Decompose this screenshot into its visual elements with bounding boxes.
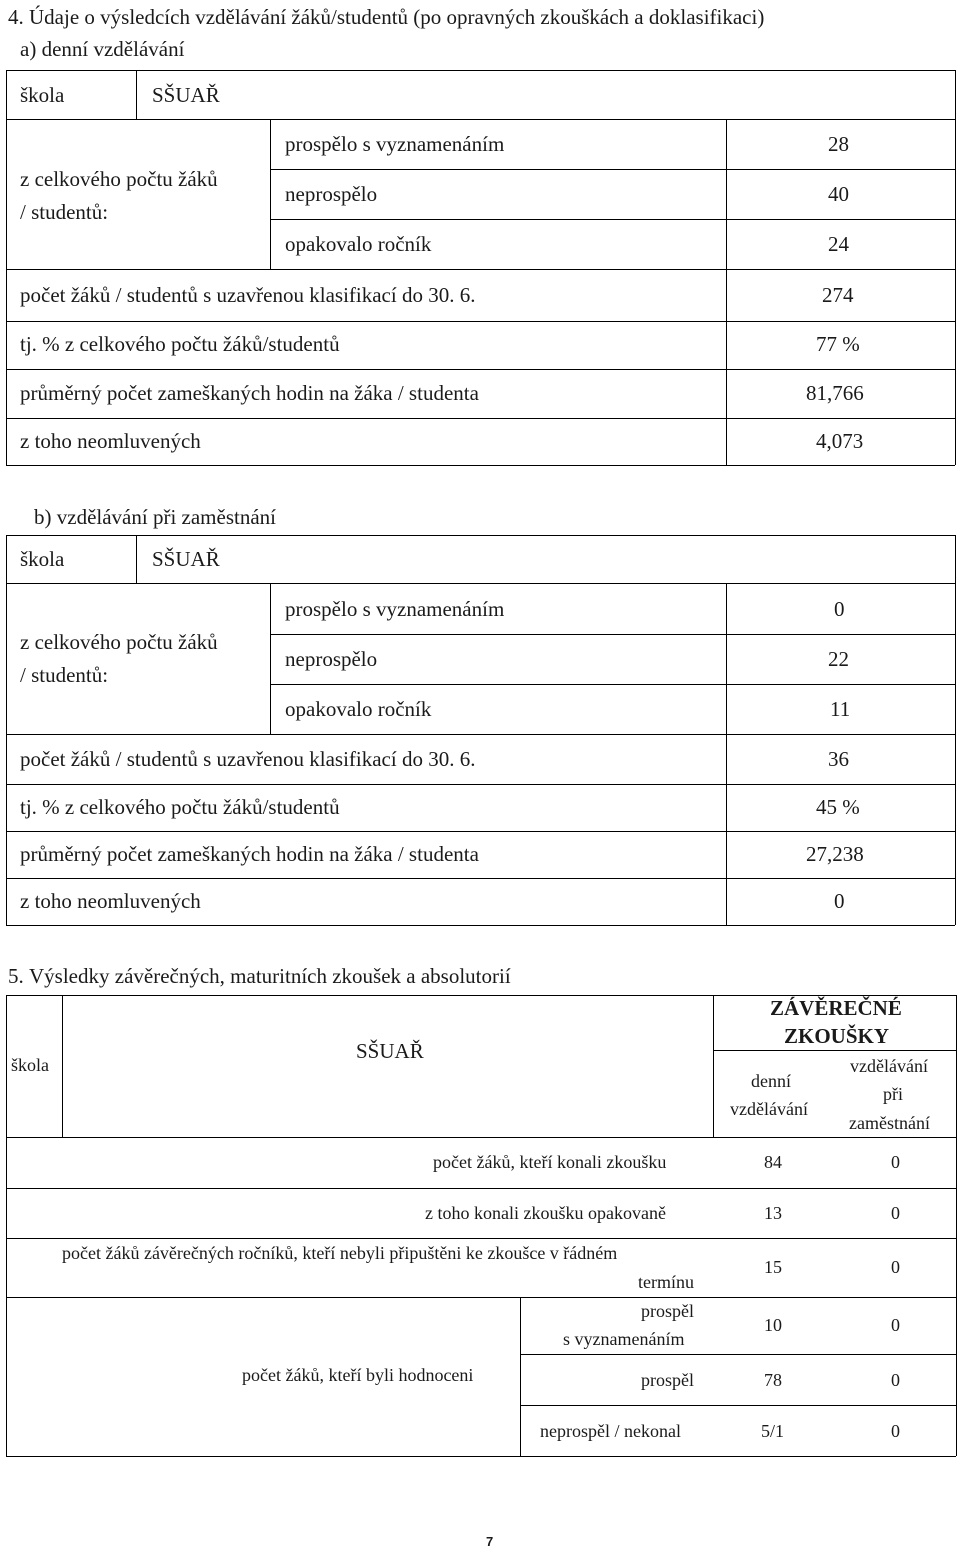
honors-label: prospěl	[641, 1301, 694, 1321]
repeated-exam-work: 0	[891, 1203, 900, 1223]
unexcused-value: 0	[834, 889, 845, 913]
unexcused-value: 4,073	[816, 429, 864, 453]
percent-label: tj. % z celkového počtu žáků/studentů	[20, 332, 340, 356]
total-label: / studentů:	[20, 200, 109, 224]
page-number: 7	[486, 1534, 494, 1549]
honors-work: 0	[891, 1315, 900, 1335]
col-work-header: vzdělávání	[850, 1056, 928, 1076]
school-value: SŠUAŘ	[152, 547, 220, 571]
school-label: škola	[11, 1055, 49, 1075]
not-admitted-day: 15	[764, 1257, 782, 1277]
passed-day: 78	[764, 1370, 782, 1390]
average-absence-value: 27,238	[806, 842, 864, 866]
total-label: / studentů:	[20, 663, 109, 687]
failed-label: neprospělo	[285, 182, 378, 206]
average-absence-value: 81,766	[806, 381, 864, 405]
honors-label: prospělo s vyznamenáním	[285, 132, 505, 156]
final-exams-header: ZÁVĚREČNÉ	[770, 996, 902, 1020]
evaluated-label: počet žáků, kteří byli hodnoceni	[242, 1365, 474, 1385]
section-a-subtitle: a) denní vzdělávání	[20, 37, 185, 61]
took-exam-day: 84	[764, 1152, 782, 1172]
section-4-heading: 4. Údaje o výsledcích vzdělávání žáků/studentů (po opravných zkouškách a doklasifikaci)	[8, 5, 765, 29]
section-b-subtitle: b) vzdělávání při zaměstnání	[34, 505, 276, 529]
school-value: SŠUAŘ	[356, 1039, 424, 1063]
passed-label: prospěl	[641, 1370, 694, 1390]
unexcused-label: z toho neomluvených	[20, 429, 201, 453]
repeated-value: 11	[830, 697, 851, 721]
honors-label: prospělo s vyznamenáním	[285, 597, 505, 621]
average-absence-label: průměrný počet zameškaných hodin na žáka / studenta	[20, 842, 479, 866]
section-5-heading: 5. Výsledky závěrečných, maturitních zkoušek a absolutorií	[8, 964, 511, 988]
not-admitted-work: 0	[891, 1257, 900, 1277]
col-work-header: zaměstnání	[849, 1113, 930, 1133]
took-exam-label: počet žáků, kteří konali zkoušku	[433, 1152, 667, 1172]
closed-classification-value: 274	[822, 283, 854, 307]
school-label: škola	[20, 547, 65, 571]
percent-value: 45 %	[816, 795, 860, 819]
repeated-label: opakovalo ročník	[285, 697, 432, 721]
total-label: z celkového počtu žáků	[20, 167, 218, 191]
school-value: SŠUAŘ	[152, 83, 220, 107]
failed-work: 0	[891, 1421, 900, 1441]
average-absence-label: průměrný počet zameškaných hodin na žáka / studenta	[20, 381, 479, 405]
repeated-label: opakovalo ročník	[285, 232, 432, 256]
honors-value: 28	[828, 132, 849, 156]
repeated-exam-day: 13	[764, 1203, 782, 1223]
honors-value: 0	[834, 597, 845, 621]
closed-classification-label: počet žáků / studentů s uzavřenou klasifikací do 30. 6.	[20, 283, 476, 307]
percent-label: tj. % z celkového počtu žáků/studentů	[20, 795, 340, 819]
not-admitted-label: počet žáků závěrečných ročníků, kteří nebyli připuštěni ke zkoušce v řádném	[62, 1243, 618, 1263]
failed-value: 22	[828, 647, 849, 671]
unexcused-label: z toho neomluvených	[20, 889, 201, 913]
took-exam-work: 0	[891, 1152, 900, 1172]
repeated-exam-label: z toho konali zkoušku opakovaně	[425, 1203, 666, 1223]
passed-work: 0	[891, 1370, 900, 1390]
col-day-header: vzdělávání	[730, 1099, 808, 1119]
closed-classification-value: 36	[828, 747, 849, 771]
col-day-header: denní	[751, 1071, 791, 1091]
closed-classification-label: počet žáků / studentů s uzavřenou klasifikací do 30. 6.	[20, 747, 476, 771]
failed-day: 5/1	[761, 1421, 785, 1441]
total-label: z celkového počtu žáků	[20, 630, 218, 654]
col-work-header: při	[883, 1084, 903, 1104]
repeated-value: 24	[828, 232, 849, 256]
failed-value: 40	[828, 182, 849, 206]
failed-label: neprospělo	[285, 647, 378, 671]
failed-label: neprospěl / nekonal	[540, 1421, 681, 1441]
not-admitted-label: termínu	[638, 1272, 694, 1292]
honors-label: s vyznamenáním	[563, 1329, 685, 1349]
percent-value: 77 %	[816, 332, 860, 356]
final-exams-header: ZKOUŠKY	[784, 1024, 890, 1048]
honors-day: 10	[764, 1315, 782, 1335]
school-label: škola	[20, 83, 65, 107]
